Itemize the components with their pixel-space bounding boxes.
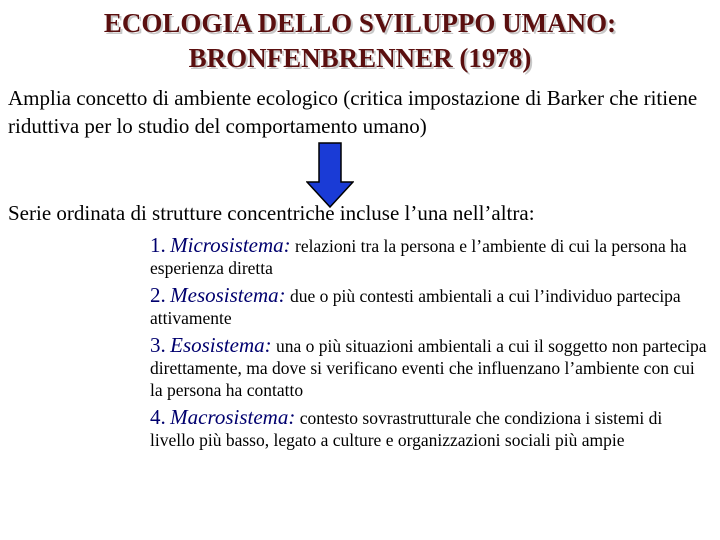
- structure-number: 3.: [150, 333, 166, 357]
- structure-description: relazioni tra la persona e l’ambiente di cui la persona ha esperienza diretta: [150, 236, 687, 278]
- structure-number: 2.: [150, 283, 166, 307]
- structure-term: Macrosistema:: [170, 405, 296, 429]
- structure-description: due o più contesti ambientali a cui l’individuo partecipa attivamente: [150, 286, 681, 328]
- structure-item-esosistema: [150, 334, 710, 401]
- structure-description: contesto sovrastrutturale che condiziona i sistemi di livello più basso, legato a culture e organizzazioni sociali più ampie: [150, 408, 663, 450]
- structure-item-mesosistema: [150, 284, 710, 329]
- structure-term: Microsistema:: [170, 233, 291, 257]
- structure-item-microsistema: [150, 234, 710, 279]
- structures-list: [150, 234, 710, 456]
- title-line-1: ECOLOGIA DELLO SVILUPPO UMANO:: [103, 8, 617, 38]
- structure-number: 4.: [150, 405, 166, 429]
- title-line-2: BRONFENBRENNER (1978): [188, 43, 532, 73]
- slide-title: [0, 6, 720, 76]
- structure-description: una o più situazioni ambientali a cui il soggetto non partecipa direttamente, ma dove si verificano eventi che influenzano l’ambiente con cui la persona ha contatto: [150, 336, 707, 400]
- structure-number: 1.: [150, 233, 166, 257]
- series-intro: Serie ordinata di strutture concentriche incluse l’una nell’altra:: [8, 201, 535, 225]
- intro-text: Amplia concetto di ambiente ecologico (critica impostazione di Barker che ritiene riduttiva per lo studio del comportamento umano): [8, 86, 698, 138]
- structure-term: Mesosistema:: [170, 283, 286, 307]
- structure-term: Esosistema:: [170, 333, 272, 357]
- structure-item-macrosistema: [150, 406, 710, 451]
